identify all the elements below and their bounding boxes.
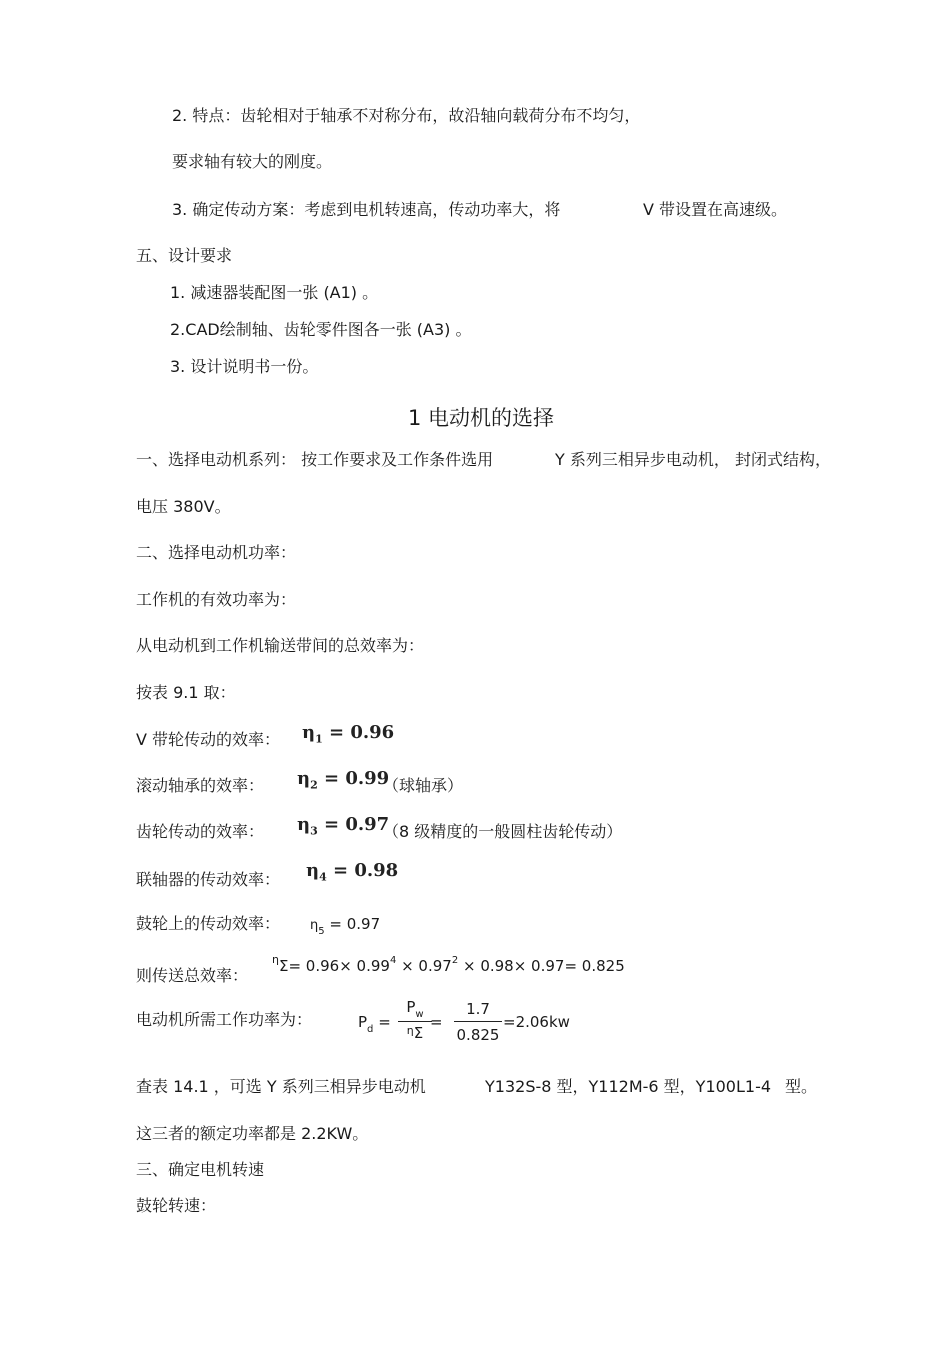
section-heading: 三、确定电机转速 [136,1160,265,1179]
efficiency-formula: $\eta_5 = 0.97$ [310,915,381,937]
total-efficiency-label: 则传送总效率： [136,966,249,985]
efficiency-label: 滚动轴承的效率： [136,776,265,795]
total-efficiency-formula: $^\eta\Sigma= 0.96\times 0.99^4 \times 0.97^2 \times 0.98\times 0.97= 0.825$ [272,953,625,975]
efficiency-note: （8 级精度的一般圆柱齿轮传动） [383,822,623,841]
fraction-bar [454,1021,502,1022]
text-line: 鼓轮转速： [136,1196,217,1215]
power-label: 电动机所需工作功率为： [136,1010,313,1029]
efficiency-label: 齿轮传动的效率： [136,822,265,841]
text-line: Y132S-8 型，Y112M-6 型，Y100L1-4 [485,1077,772,1096]
efficiency-label: V 带轮传动的效率： [136,730,281,749]
efficiency-formula: $\eta_2 = 0.99$ [297,768,390,792]
text-line: 按表 9.1 取： [136,683,236,702]
fraction-numerator: $P_w$ [406,998,424,1020]
power-symbol: $P_d$ = [358,1013,391,1035]
section-heading: 五、设计要求 [136,246,233,265]
text-line: V 带设置在高速级。 [643,200,788,219]
fraction-bar [398,1021,432,1022]
text-line: 型。 [785,1077,818,1096]
chapter-title: 1 电动机的选择 [408,406,555,430]
fraction-denominator: 0.825 [456,1026,500,1044]
fraction-numerator: 1.7 [466,1000,490,1018]
text-line: Y 系列三相异步电动机， 封闭式结构， [555,450,831,469]
text-line: 电压 380V。 [136,497,231,516]
efficiency-formula: $\eta_1 = 0.96$ [302,722,395,746]
list-item: 1. 减速器装配图一张 (A1) 。 [170,283,379,302]
text-line: 这三者的额定功率都是 2.2KW。 [136,1124,369,1143]
list-item: 2.CAD绘制轴、齿轮零件图各一张 (A3) 。 [170,320,472,339]
efficiency-formula: $\eta_3 = 0.97$ [297,814,390,838]
text-line: 工作机的有效功率为： [136,590,297,609]
efficiency-formula: $\eta_4 = 0.98$ [306,860,399,884]
text-line: 3. 确定传动方案：考虑到电机转速高，传动功率大，将 [172,200,561,219]
list-item: 3. 设计说明书一份。 [170,357,319,376]
fraction-denominator: $^\eta$Σ [406,1024,424,1042]
section-heading: 二、选择电动机功率： [136,543,297,562]
text-line: 一、选择电动机系列： 按工作要求及工作条件选用 [136,450,494,469]
power-result: =2.06kw [503,1013,570,1031]
text-line: 从电动机到工作机输送带间的总效率为： [136,636,425,655]
efficiency-note: （球轴承） [383,776,464,795]
equals-sign: = [430,1013,443,1031]
text-line: 查表 14.1 ，可选 Y 系列三相异步电动机 [136,1077,426,1096]
efficiency-label: 鼓轮上的传动效率： [136,914,281,933]
efficiency-label: 联轴器的传动效率： [136,870,281,889]
text-line: 2. 特点：齿轮相对于轴承不对称分布，故沿轴向载荷分布不均匀， [172,106,641,125]
text-line: 要求轴有较大的刚度。 [172,152,333,171]
